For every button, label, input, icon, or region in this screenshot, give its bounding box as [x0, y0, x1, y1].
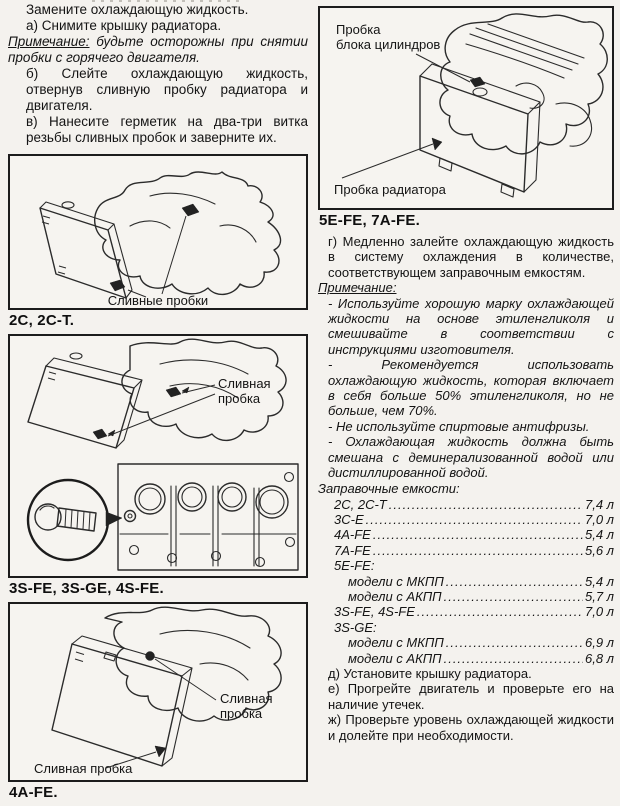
figure-label: пробка	[218, 391, 261, 406]
note-paragraph	[8, 34, 308, 66]
radiator-drain-plug-icon	[110, 280, 125, 291]
capacity-row	[318, 497, 614, 512]
figure-label: Сливная пробка	[34, 761, 133, 776]
engine-drain-plug-icon	[146, 652, 155, 661]
paragraph-replace-coolant: Замените охлаждающую жидкость.	[26, 2, 249, 17]
capacity-value: 5,4 л	[584, 573, 614, 589]
figure-caption-5e-7a: 5E-FE, 7A-FE.	[319, 212, 420, 229]
capacity-value: 5,4 л	[584, 527, 614, 543]
figure-label: блока цилиндров	[336, 37, 441, 52]
capacity-label: 2C, 2C-T	[334, 496, 387, 512]
capacity-label: 3S-GE:	[334, 619, 377, 635]
capacity-value: 7,0 л	[584, 604, 614, 620]
right-column	[318, 6, 614, 743]
capacity-value: 6,9 л	[584, 635, 614, 651]
figure-label: пробка	[220, 706, 263, 721]
capacity-row	[318, 527, 614, 542]
left-column	[8, 0, 308, 806]
capacity-value: 7,4 л	[584, 496, 614, 512]
capacity-title: Заправочные емкости:	[318, 480, 460, 496]
capacity-value: 5,7 л	[584, 588, 614, 604]
capacity-label: 3S-FE, 4S-FE	[334, 604, 415, 620]
figure-caption-4a-fe: 4A-FE.	[9, 784, 58, 801]
magnifier-circle	[28, 480, 108, 560]
note-item: - Используйте хорошую марку охлаждающей жидкости на основе этиленгликоля и смешивайте в соответствии с инструкциями изготовителя.	[328, 295, 614, 357]
paragraph-step-zh: ж) Проверьте уровень охлаждающей жидкости и долейте при необходимости.	[328, 712, 614, 743]
capacity-label: 3C-E	[334, 511, 364, 527]
capacity-label: 5E-FE:	[334, 558, 375, 574]
note-item: - Не используйте спиртовые антифризы.	[328, 418, 590, 434]
capacity-row	[318, 512, 614, 527]
intro-text	[8, 0, 308, 154]
radiator-outline	[28, 366, 134, 448]
paragraph-step-b: б) Слейте охлаждающую жидкость, отвернув сливную пробку радиатора и двигателя.	[26, 66, 308, 113]
paragraph-step-d: д) Установите крышку радиатора.	[328, 665, 532, 681]
radiator-drawing	[10, 604, 306, 780]
capacity-label: модели с АКПП	[348, 650, 442, 666]
note-label: Примечание:	[8, 34, 90, 49]
paragraph-step-g: г) Медленно залейте охлаждающую жидкость в систему охлаждения в количестве, соответствующем заправочным емкостям.	[328, 234, 614, 280]
capacity-value: 6,8 л	[584, 650, 614, 666]
note-text: будьте осторожны при снятии пробки с горячего двигателя.	[8, 34, 308, 65]
capacity-row	[318, 620, 614, 635]
note-item: - Рекомендуется использовать охлаждающую жидкость, которая включает в себя больше 50% этиленгликоля, но не больше, чем 70%.	[328, 357, 614, 419]
capacity-row	[318, 589, 614, 604]
capacity-row	[318, 635, 614, 650]
radiator-drain-plug-icon	[432, 138, 442, 150]
capacity-label: модели с МКПП	[348, 635, 444, 651]
capacity-row	[318, 543, 614, 558]
engine-drain-plug-icon	[182, 204, 199, 216]
capacity-row	[318, 558, 614, 573]
figure-label: Пробка	[336, 22, 381, 37]
engine-outline	[440, 14, 607, 154]
paragraph-step-v: в) Нанесите герметик на два-три витка резьбы сливных пробок и заверните их.	[26, 114, 308, 145]
paragraph-step-a: а) Снимите крышку радиатора.	[26, 18, 222, 33]
engine-drain-plug-icon	[166, 387, 181, 397]
engine-radiator-drawing	[10, 156, 306, 308]
engine-block-drawing	[10, 336, 306, 576]
capacity-row	[318, 574, 614, 589]
figure-label: Пробка радиатора	[334, 182, 446, 197]
block-drain-plug-icon	[125, 511, 136, 522]
figure-label: Сливная	[220, 691, 273, 706]
dot-leader	[373, 543, 583, 558]
dot-leader	[417, 604, 583, 619]
capacity-table	[318, 481, 614, 666]
figure-caption-3s-4s: 3S-FE, 3S-GE, 4S-FE.	[9, 580, 164, 597]
capacity-label: модели с АКПП	[348, 588, 442, 604]
figure-caption-2c-2ct: 2C, 2C-T.	[9, 312, 75, 329]
capacity-value: 7,0 л	[584, 511, 614, 527]
dot-leader	[444, 651, 583, 666]
paragraph-step-e: е) Прогрейте двигатель и проверьте его на наличие утечек.	[328, 681, 614, 712]
cylinder-block-outline	[118, 464, 298, 570]
dot-leader	[389, 497, 583, 512]
figure-5e-7a	[318, 6, 614, 210]
capacity-label: модели с МКПП	[348, 573, 444, 589]
dot-leader	[366, 512, 583, 527]
dot-leader	[373, 527, 583, 542]
capacity-label: 7A-FE	[334, 542, 371, 558]
dot-leader	[446, 635, 583, 650]
note-title	[318, 280, 614, 295]
figure-4a-fe	[8, 602, 308, 782]
figure-label: Сливная	[218, 376, 271, 391]
figure-3s-4s	[8, 334, 308, 578]
radiator-drain-plug-icon	[93, 429, 107, 439]
engine-outline	[95, 172, 281, 294]
note-item: - Охлаждающая жидкость должна быть смешана с деминерализованной водой или дистиллированной водой.	[328, 434, 614, 481]
capacity-row	[318, 604, 614, 619]
figure-2c-2ct	[8, 154, 308, 310]
dot-leader	[446, 574, 583, 589]
capacity-label: 4A-FE	[334, 527, 371, 543]
figure-label: Сливные пробки	[107, 293, 209, 308]
note-label: Примечание:	[318, 280, 397, 296]
magnifier-pointer	[106, 512, 122, 526]
capacity-value: 5,6 л	[584, 542, 614, 558]
dot-leader	[444, 589, 583, 604]
capacity-row	[318, 651, 614, 666]
radiator-engine-drawing	[320, 8, 612, 208]
